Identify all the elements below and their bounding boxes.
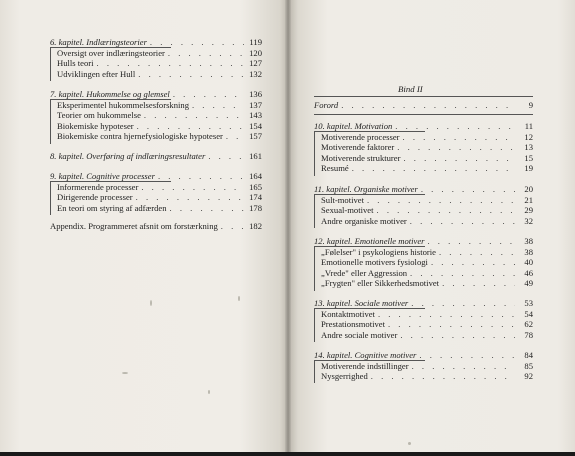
toc-entry: Dirigerende processer . . . 174 <box>50 192 262 203</box>
book-gutter <box>285 0 291 452</box>
forord-rule <box>314 114 533 115</box>
toc-entry: Biokemiske contra hjernefysiologiske hypoteser . . . 157 <box>50 131 262 142</box>
paper-speck <box>238 296 240 301</box>
toc-entry: Emotionelle motivers fysiologi . . . 40 <box>314 257 533 268</box>
toc-entry: Nysgerrighed . . . 92 <box>314 371 533 382</box>
left-toc <box>50 37 262 232</box>
toc-entry: Kontaktmotivet . . . 54 <box>314 309 533 320</box>
toc-heading: 6. kapitel. Indlæringsteorier . . . 119 <box>50 37 262 48</box>
toc-entry: Motiverende faktorer . . . 13 <box>314 142 533 153</box>
paper-speck <box>208 390 210 394</box>
paper-speck <box>150 300 152 306</box>
toc-heading: 7. kapitel. Hukommelse og glemsel . . . 136 <box>50 89 262 100</box>
toc-entry: Biokemiske hypoteser . . . 154 <box>50 121 262 132</box>
toc-entry: En teori om styring af adfærden . . . 178 <box>50 203 262 214</box>
toc-section-ch11 <box>314 184 533 236</box>
toc-entry: Motiverende strukturer . . . 15 <box>314 153 533 164</box>
right-toc <box>314 121 533 386</box>
toc-entry: Prestationsmotivet . . . 62 <box>314 319 533 330</box>
toc-section-ch7 <box>50 89 262 151</box>
toc-entry: Udviklingen efter Hull . . . 132 <box>50 69 262 80</box>
toc-heading: 9. kapitel. Cognitive processer . . . 164 <box>50 171 262 182</box>
toc-entry: „Følelser" i psykologiens historie . . . 38 <box>314 247 533 258</box>
toc-appendix: Appendix. Programmeret afsnit om forstærkning . . . 182 <box>50 221 262 232</box>
toc-entry: Motiverende processer . . . 12 <box>314 132 533 143</box>
toc-section-ch10 <box>314 121 533 184</box>
toc-section-ch8 <box>50 151 262 171</box>
toc-entry: Sult-motivet . . . 21 <box>314 195 533 206</box>
toc-entry: „Vrede" eller Aggression . . . 46 <box>314 268 533 279</box>
paper-speck <box>408 442 411 445</box>
toc-entry: Informerende processer . . . 165 <box>50 182 262 193</box>
toc-heading: 8. kapitel. Overføring af indlæringsresultater . . . 161 <box>50 151 262 162</box>
toc-heading: 14. kapitel. Cognitive motiver . . . 84 <box>314 350 533 361</box>
toc-entry: Hulls teori . . . 127 <box>50 58 262 69</box>
toc-section-ch13 <box>314 298 533 350</box>
toc-section-ch6 <box>50 37 262 89</box>
toc-entry: Motiverende indstillinger . . . 85 <box>314 361 533 372</box>
toc-heading: 11. kapitel. Organiske motiver . . . 20 <box>314 184 533 195</box>
volume-title: Bind II <box>398 84 423 94</box>
toc-section-ch12 <box>314 236 533 298</box>
toc-entry: „Frygten" eller Sikkerhedsmotivet . . . 49 <box>314 278 533 289</box>
toc-entry: Andre sociale motiver . . . 78 <box>314 330 533 341</box>
toc-heading: 10. kapitel. Motivation . . . 11 <box>314 121 533 132</box>
toc-section-ch14 <box>314 350 533 386</box>
toc-section-ch9 <box>50 171 262 221</box>
paper-speck <box>122 372 128 374</box>
toc-entry: Andre organiske motiver . . . 32 <box>314 216 533 227</box>
toc-entry: Sexual-motivet . . . 29 <box>314 205 533 216</box>
toc-entry: Resumé . . . 19 <box>314 163 533 174</box>
toc-forord: Forord . . . 9 <box>314 100 533 111</box>
top-rule <box>314 96 533 97</box>
toc-heading: 12. kapitel. Emotionelle motiver . . . 38 <box>314 236 533 247</box>
toc-entry: Teorier om hukommelse . . . 143 <box>50 110 262 121</box>
toc-heading: 13. kapitel. Sociale motiver . . . 53 <box>314 298 533 309</box>
toc-entry: Eksperimentel hukommelsesforskning . . . 137 <box>50 100 262 111</box>
toc-entry: Oversigt over indlæringsteorier . . . 120 <box>50 48 262 59</box>
